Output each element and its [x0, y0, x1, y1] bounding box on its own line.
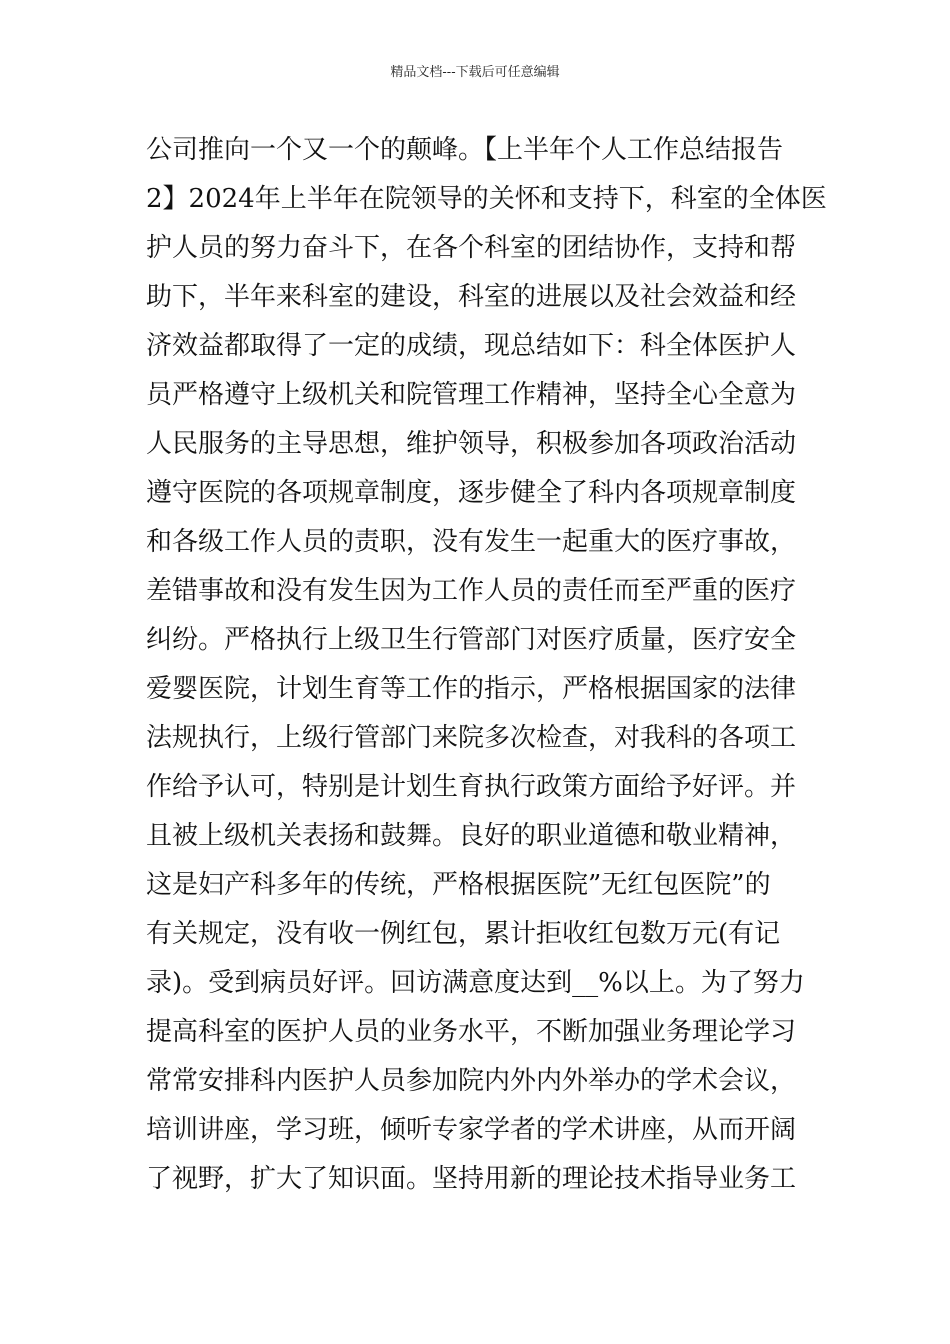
text-line: 提高科室的医护人员的业务水平，不断加强业务理论学习 [146, 1017, 797, 1047]
text-line: 且被上级机关表扬和鼓舞。良好的职业道德和敬业精神， [146, 821, 797, 851]
text-line: 法规执行，上级行管部门来院多次检查，对我科的各项工 [146, 723, 797, 753]
text-line: 助下，半年来科室的建设，科室的进展以及社会效益和经 [146, 282, 797, 312]
text-line: 人民服务的主导思想，维护领导，积极参加各项政治活动 [146, 429, 797, 459]
text-line: 录)。受到病员好评。回访满意度达到__%以上。为了努力 [146, 968, 805, 998]
text-line: 有关规定，没有收一例红包，累计拒收红包数万元(有记 [146, 919, 781, 949]
text-line: 常常安排科内医护人员参加院内外内外举办的学术会议， [146, 1066, 797, 1096]
text-line: 护人员的努力奋斗下，在各个科室的团结协作，支持和帮 [146, 233, 797, 263]
text-line: 培训讲座，学习班，倾听专家学者的学术讲座，从而开阔 [146, 1115, 797, 1145]
text-line: 员严格遵守上级机关和院管理工作精神，坚持全心全意为 [146, 380, 797, 410]
text-line: 这是妇产科多年的传统，严格根据医院”无红包医院”的 [146, 870, 771, 900]
text-line: 爱婴医院，计划生育等工作的指示，严格根据国家的法律 [146, 674, 797, 704]
text-line: 和各级工作人员的责职，没有发生一起重大的医疗事故， [146, 527, 797, 557]
text-line: 济效益都取得了一定的成绩，现总结如下：科全体医护人 [146, 331, 797, 361]
text-line: 作给予认可，特别是计划生育执行政策方面给予好评。并 [146, 772, 797, 802]
body-paragraph [146, 126, 827, 1204]
page-header: 精品文档---下载后可任意编辑 [390, 65, 560, 80]
text-line: 遵守医院的各项规章制度，逐步健全了科内各项规章制度 [146, 478, 797, 508]
text-line: 2】2024年上半年在院领导的关怀和支持下，科室的全体医 [146, 184, 827, 214]
text-line: 差错事故和没有发生因为工作人员的责任而至严重的医疗 [146, 576, 797, 606]
text-line: 纠纷。严格执行上级卫生行管部门对医疗质量，医疗安全 [146, 625, 797, 655]
text-line: 了视野，扩大了知识面。坚持用新的理论技术指导业务工 [146, 1164, 797, 1194]
text-line: 公司推向一个又一个的颠峰。【上半年个人工作总结报告 [146, 135, 784, 165]
